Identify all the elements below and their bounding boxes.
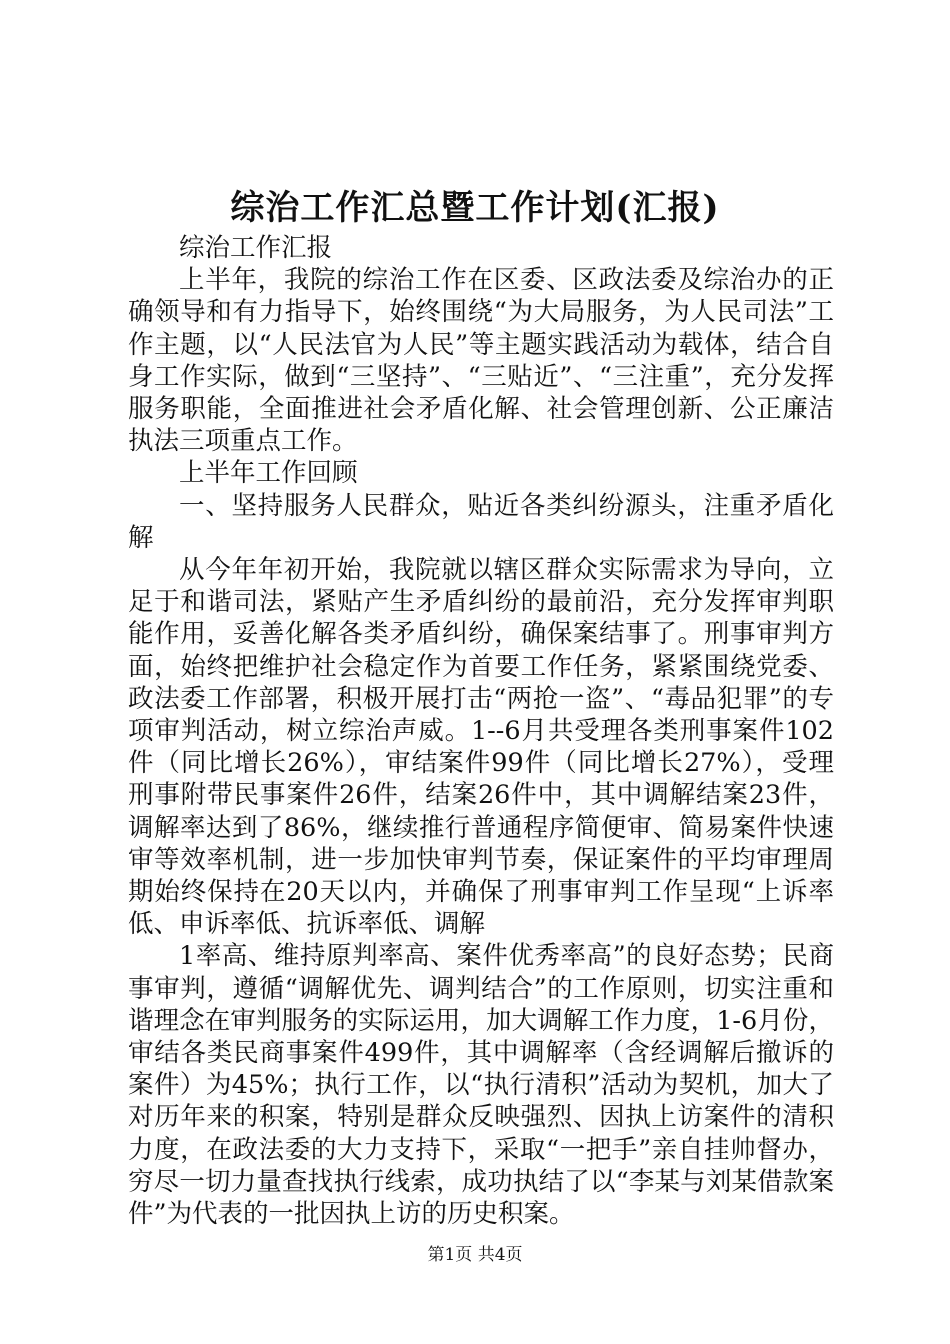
document-title: 综治工作汇总暨工作计划(汇报)	[230, 188, 720, 228]
paragraph: 上半年，我院的综治工作在区委、区政法委及综治办的正确领导和有力指导下，始终围绕“为大局服务，为人民司法”工作主题，以“人民法官为人民”等主题实践活动为载体，结合自身工作实际，做到“三坚持”、“三贴近”、“三注重”，充分发挥服务职能，全面推进社会矛盾化解、社会管理创新、公正廉洁执法三项重点工作。	[128, 265, 834, 457]
section-heading: 上半年工作回顾	[179, 458, 358, 489]
section-heading: 一、坚持服务人民群众，贴近各类纠纷源头，注重矛盾化解	[128, 490, 834, 553]
section-heading: 综治工作汇报	[179, 233, 333, 263]
page-footer: 第1页 共4页	[427, 1245, 523, 1265]
document-body	[128, 232, 834, 1230]
paragraph: 1率高、维持原判率高、案件优秀率高”的良好态势；民商事审判，遵循“调解优先、调判结合”的工作原则，切实注重和谐理念在审判服务的实际运用，加大调解工作力度，1-6月份，审结各类民商事案件499件，其中调解率（含经调解后撤诉的案件）为45%；执行工作，以“执行清积”活动为契机，加大了对历年来的积案，特别是群众反映强烈、因执上访案件的清积力度，在政法委的大力支持下，采取“一把手”亲自挂帅督办，穷尽一切力量查找执行线索，成功执结了以“李某与刘某借款案件”为代表的一批因执上访的历史积案。	[128, 941, 834, 1230]
paragraph: 从今年年初开始，我院就以辖区群众实际需求为导向，立足于和谐司法，紧贴产生矛盾纠纷的最前沿，充分发挥审判职能作用，妥善化解各类矛盾纠纷，确保案结事了。刑事审判方面，始终把维护社会稳定作为首要工作任务，紧紧围绕党委、政法委工作部署，积极开展打击“两抢一盗”、“毒品犯罪”的专项审判活动，树立综治声威。1--6月共受理各类刑事案件102件（同比增长26%），审结案件99件（同比增长27%），受理刑事附带民事案件26件，结案26件中，其中调解结案23件，调解率达到了86%，继续推行普通程序简便审、简易案件快速审等效率机制，进一步加快审判节奏，保证案件的平均审理周期始终保持在20天以内，并确保了刑事审判工作呈现“上诉率低、申诉率低、抗诉率低、调解	[128, 555, 834, 940]
